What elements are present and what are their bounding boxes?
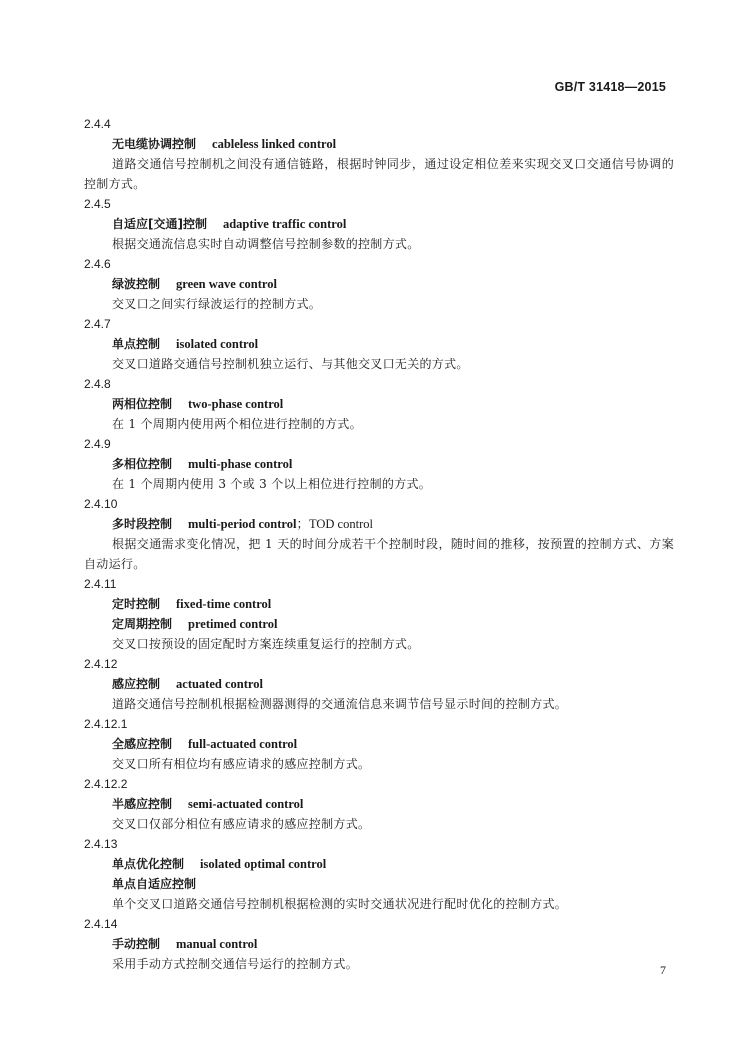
- term-chinese: 两相位控制: [112, 397, 173, 411]
- term-definition: 交叉口按预设的固定配时方案连续重复运行的控制方式。: [112, 637, 420, 651]
- term-line: [84, 854, 674, 874]
- clause-number: 2.4.9: [84, 437, 111, 451]
- term-entry-2-4-5: [84, 194, 674, 254]
- clause-number: 2.4.5: [84, 197, 111, 211]
- term-chinese: 自适应[交通]控制: [112, 217, 207, 231]
- term-chinese-synonym: 单点自适应控制: [112, 877, 197, 891]
- term-line: [84, 674, 674, 694]
- term-english: actuated control: [176, 677, 263, 691]
- term-chinese: 多时段控制: [112, 517, 173, 531]
- term-chinese: 感应控制: [112, 677, 161, 691]
- term-entry-2-4-12: [84, 654, 674, 714]
- term-line: [84, 394, 674, 414]
- term-english-alternative: ；TOD control: [296, 517, 373, 531]
- term-english: manual control: [176, 937, 258, 951]
- term-definition: 道路交通信号控制机根据检测器测得的交通流信息来调节信号显示时间的控制方式。: [112, 697, 568, 711]
- term-entry-2-4-10: [84, 494, 674, 574]
- term-entry-2-4-12-1: [84, 714, 674, 774]
- clause-number: 2.4.10: [84, 497, 118, 511]
- clause-number: 2.4.13: [84, 837, 118, 851]
- clause-number: 2.4.7: [84, 317, 111, 331]
- clause-number: 2.4.12: [84, 657, 118, 671]
- term-synonym-line: [84, 874, 674, 894]
- term-definition: 采用手动方式控制交通信号运行的控制方式。: [112, 957, 359, 971]
- term-english: cableless linked control: [212, 137, 337, 151]
- term-line: [84, 934, 674, 954]
- term-entry-2-4-7: [84, 314, 674, 374]
- term-definition: 在 1 个周期内使用 3 个或 3 个以上相位进行控制的方式。: [112, 477, 432, 491]
- term-line: [84, 134, 674, 154]
- term-definition: 交叉口所有相位均有感应请求的感应控制方式。: [112, 757, 371, 771]
- term-chinese: 单点优化控制: [112, 857, 185, 871]
- term-chinese: 定时控制: [112, 597, 161, 611]
- terms-list: [84, 114, 674, 974]
- term-chinese: 半感应控制: [112, 797, 173, 811]
- term-entry-2-4-12-2: [84, 774, 674, 834]
- term-line: [84, 334, 674, 354]
- term-entry-2-4-11: [84, 574, 674, 654]
- clause-number: 2.4.12.1: [84, 717, 128, 731]
- term-chinese: 多相位控制: [112, 457, 173, 471]
- page-number: 7: [660, 963, 666, 977]
- term-english: full-actuated control: [188, 737, 298, 751]
- term-english-synonym: pretimed control: [188, 617, 278, 631]
- term-english: multi-phase control: [188, 457, 293, 471]
- term-line: [84, 214, 674, 234]
- term-chinese-synonym: 定周期控制: [112, 617, 173, 631]
- term-definition: 根据交通流信息实时自动调整信号控制参数的控制方式。: [112, 237, 420, 251]
- term-definition: 根据交通需求变化情况，把 1 天的时间分成若干个控制时段，随时间的推移，按预置的控制方式、方案自动运行。: [84, 537, 674, 571]
- term-english: fixed-time control: [176, 597, 272, 611]
- standard-code-header: GB/T 31418—2015: [554, 80, 666, 94]
- clause-number: 2.4.12.2: [84, 777, 128, 791]
- term-entry-2-4-14: [84, 914, 674, 974]
- term-line: [84, 514, 674, 534]
- term-english: two-phase control: [188, 397, 284, 411]
- term-definition: 交叉口之间实行绿波运行的控制方式。: [112, 297, 322, 311]
- term-chinese: 无电缆协调控制: [112, 137, 197, 151]
- clause-number: 2.4.14: [84, 917, 118, 931]
- term-synonym-line: [84, 614, 674, 634]
- term-english: green wave control: [176, 277, 277, 291]
- term-english: isolated optimal control: [200, 857, 327, 871]
- term-english: adaptive traffic control: [222, 217, 347, 231]
- term-line: [84, 594, 674, 614]
- term-line: [84, 454, 674, 474]
- term-entry-2-4-13: [84, 834, 674, 914]
- term-line: [84, 274, 674, 294]
- clause-number: 2.4.6: [84, 257, 111, 271]
- term-english: multi-period control: [188, 517, 297, 531]
- term-definition: 在 1 个周期内使用两个相位进行控制的方式。: [112, 417, 362, 431]
- term-chinese: 全感应控制: [112, 737, 173, 751]
- term-line: [84, 794, 674, 814]
- term-chinese: 绿波控制: [112, 277, 161, 291]
- term-chinese: 单点控制: [112, 337, 161, 351]
- term-definition: 交叉口道路交通信号控制机独立运行、与其他交叉口无关的方式。: [112, 357, 469, 371]
- term-entry-2-4-4: [84, 114, 674, 194]
- term-entry-2-4-9: [84, 434, 674, 494]
- term-entry-2-4-6: [84, 254, 674, 314]
- clause-number: 2.4.8: [84, 377, 111, 391]
- term-entry-2-4-8: [84, 374, 674, 434]
- term-definition: 道路交通信号控制机之间没有通信链路，根据时钟同步，通过设定相位差来实现交叉口交通信号协调的控制方式。: [84, 157, 674, 191]
- term-english: isolated control: [176, 337, 259, 351]
- term-definition: 单个交叉口道路交通信号控制机根据检测的实时交通状况进行配时优化的控制方式。: [112, 897, 568, 911]
- clause-number: 2.4.4: [84, 117, 111, 131]
- term-chinese: 手动控制: [112, 937, 161, 951]
- clause-number: 2.4.11: [84, 577, 117, 591]
- term-english: semi-actuated control: [188, 797, 304, 811]
- term-definition: 交叉口仅部分相位有感应请求的感应控制方式。: [112, 817, 371, 831]
- term-line: [84, 734, 674, 754]
